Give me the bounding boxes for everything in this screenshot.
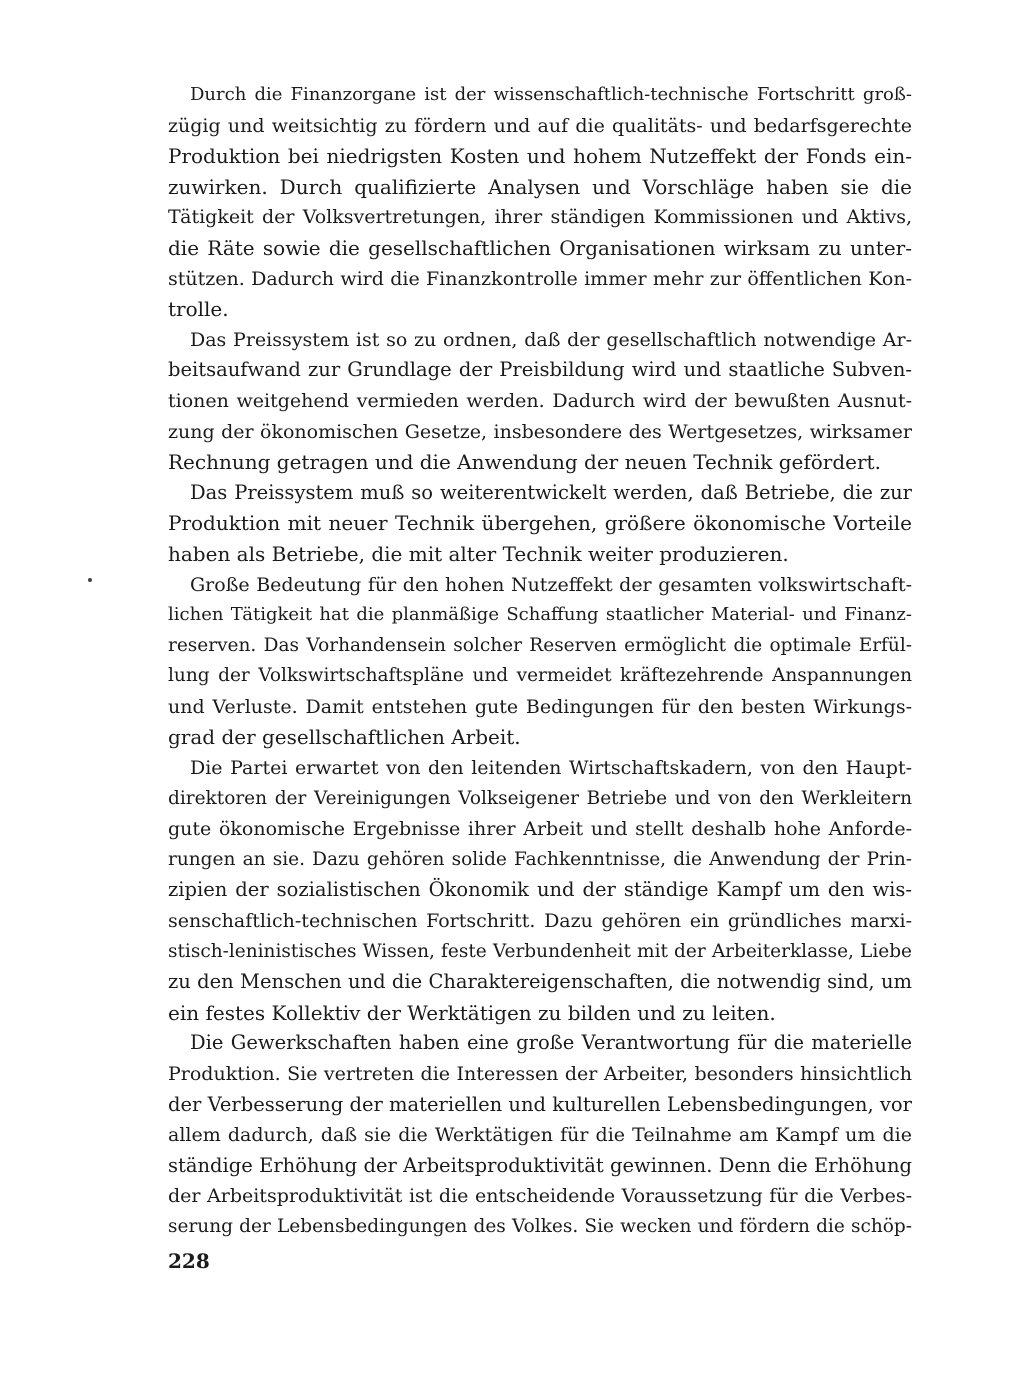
paragraph <box>168 325 912 478</box>
text-line: reserven. Das Vorhandensein solcher Reserven ermöglicht die optimale Erfül- <box>168 634 912 656</box>
text-line: zuwirken. Durch qualifizierte Analysen und Vorschläge haben sie die <box>168 174 912 199</box>
text-line: trolle. <box>168 297 229 322</box>
text-line: Tätigkeit der Volksvertretungen, ihrer ständigen Kommissionen und Aktivs, <box>168 206 912 229</box>
text-line: stützen. Dadurch wird die Finanzkontrolle immer mehr zur öffentlichen Kon- <box>168 267 912 290</box>
text-line: der Verbesserung der materiellen und kulturellen Lebensbedingungen, vor <box>168 1092 912 1116</box>
margin-dot <box>88 578 92 582</box>
text-line: senschaftlich-technischen Fortschritt. Dazu gehören ein gründliches marxi- <box>168 910 912 933</box>
text-line: Das Preissystem muß so weiterentwickelt werden, daß Betriebe, die zur <box>190 480 912 504</box>
text-line: zügig und weitsichtig zu fördern und auf die qualitäts- und bedarfsgerechte <box>168 114 912 137</box>
text-line: Durch die Finanzorgane ist der wissenschaftlich-technische Fortschritt groß- <box>190 84 912 105</box>
text-line: direktoren der Vereinigungen Volkseigener Betriebe und von den Werkleitern <box>168 787 912 809</box>
text-line: und Verluste. Damit entstehen gute Bedingungen für den besten Wirkungs- <box>168 695 912 718</box>
text-line: lichen Tätigkeit hat die planmäßige Schaffung staatlicher Material- und Finanz- <box>168 604 912 626</box>
text-line: tionen weitgehend vermieden werden. Dadurch wird der bewußten Ausnut- <box>168 389 912 412</box>
text-line: Produktion mit neuer Technik übergehen, größere ökonomische Vorteile <box>168 511 912 536</box>
paragraph <box>168 1028 912 1242</box>
text-line: der Arbeitsproduktivität ist die entscheidende Voraussetzung für die Verbes- <box>168 1185 912 1208</box>
text-line: zung der ökonomischen Gesetze, insbesondere des Wertgesetzes, wirksamer <box>168 420 912 443</box>
text-line: Die Gewerkschaften haben eine große Verantwortung für die materielle <box>190 1031 912 1055</box>
text-line: Produktion bei niedrigsten Kosten und hohem Nutzeffekt der Fonds ein- <box>168 144 912 169</box>
text-line: zipien der sozialistischen Ökonomik und der ständige Kampf um den wis- <box>168 878 912 902</box>
text-line: Große Bedeutung für den hohen Nutzeffekt der gesamten volkswirtschaft- <box>190 573 912 596</box>
text-line: allem dadurch, daß sie die Werktätigen für die Teilnahme am Kampf um die <box>168 1124 912 1147</box>
text-line: stisch-leninistisches Wissen, feste Verbundenheit mit der Arbeiterklasse, Liebe <box>168 940 912 962</box>
text-line: beitsaufwand zur Grundlage der Preisbildung wird und staatliche Subven- <box>168 358 912 382</box>
text-line: rungen an sie. Dazu gehören solide Fachkenntnisse, die Anwendung der Prin- <box>168 848 912 870</box>
paragraph <box>168 570 912 754</box>
text-line: gute ökonomische Ergebnisse ihrer Arbeit und stellt deshalb hohe Anforde- <box>168 818 912 841</box>
text-line: Produktion. Sie vertreten die Interessen der Arbeiter, besonders hinsichtlich <box>168 1063 912 1085</box>
text-line: die Räte sowie die gesellschaftlichen Organisationen wirksam zu unter- <box>168 235 912 260</box>
page-number: 228 <box>168 1249 210 1273</box>
text-line: lung der Volkswirtschaftspläne und vermeidet kräftezehrende Anspannungen <box>168 665 912 687</box>
text-line: grad der gesellschaftlichen Arbeit. <box>168 725 521 750</box>
body-text <box>168 80 912 1243</box>
paragraph <box>168 753 912 1028</box>
text-line: haben als Betriebe, die mit alter Technik weiter produzieren. <box>168 541 789 566</box>
paragraph <box>168 478 912 570</box>
text-line: ein festes Kollektiv der Werktätigen zu bilden und zu leiten. <box>168 1000 776 1025</box>
text-line: zu den Menschen und die Charaktereigenschaften, die notwendig sind, um <box>168 970 912 994</box>
text-line: Das Preissystem ist so zu ordnen, daß der gesellschaftlich notwendige Ar- <box>190 328 912 351</box>
text-line: serung der Lebensbedingungen des Volkes. Sie wecken und fördern die schöp- <box>168 1215 912 1237</box>
text-line: ständige Erhöhung der Arbeitsproduktivität gewinnen. Denn die Erhöhung <box>168 1153 912 1177</box>
paragraph <box>168 80 912 325</box>
text-line: Rechnung getragen und die Anwendung der neuen Technik gefördert. <box>168 450 881 475</box>
text-line: Die Partei erwartet von den leitenden Wirtschaftskadern, von den Haupt- <box>190 757 912 780</box>
